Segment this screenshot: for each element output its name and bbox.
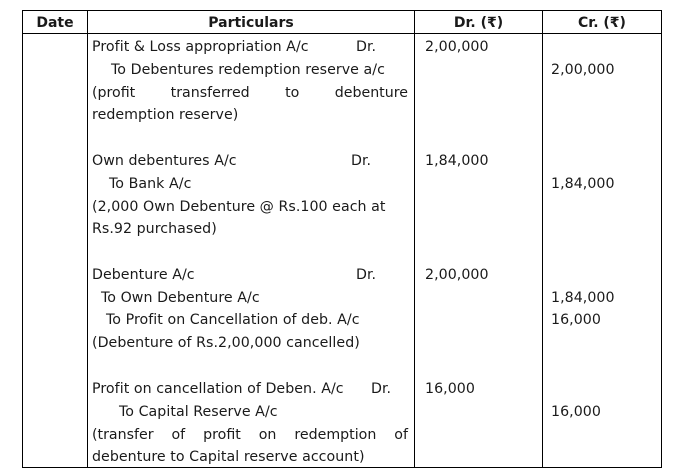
- debit-account: Debenture A/c: [92, 267, 195, 283]
- narration-word: debenture: [334, 85, 408, 101]
- narration-word: on: [258, 427, 277, 443]
- narration-word: of: [394, 427, 408, 443]
- column-divider: [414, 11, 415, 467]
- debit-account: Own debentures A/c: [92, 153, 237, 169]
- narration-line: (Debenture of Rs.2,00,000 cancelled): [92, 335, 360, 351]
- narration-line: redemption reserve): [92, 107, 239, 123]
- narration-word: redemption: [294, 427, 377, 443]
- credit-amount: 1,84,000: [551, 176, 615, 192]
- journal-entry-table: [22, 10, 662, 468]
- narration-word: (profit: [92, 85, 136, 101]
- header-date: Date: [36, 15, 74, 31]
- debit-amount: 2,00,000: [425, 39, 489, 55]
- credit-account: To Capital Reserve A/c: [119, 404, 278, 420]
- credit-amount: 16,000: [551, 404, 601, 420]
- credit-account: To Profit on Cancellation of deb. A/c: [106, 312, 360, 328]
- narration-word: of: [171, 427, 186, 443]
- narration-word: profit: [203, 427, 241, 443]
- debit-amount: 2,00,000: [425, 267, 489, 283]
- narration-word: to: [285, 85, 300, 101]
- narration-word: transferred: [170, 85, 250, 101]
- debit-amount: 16,000: [425, 381, 475, 397]
- header-divider: [23, 33, 661, 34]
- credit-account: To Debentures redemption reserve a/c: [111, 62, 385, 78]
- dr-marker: Dr.: [356, 267, 377, 283]
- header-debit: Dr. (₹): [453, 15, 504, 31]
- debit-account: Profit & Loss appropriation A/c: [92, 39, 309, 55]
- narration-word: (transfer: [92, 427, 154, 443]
- narration-line: [92, 424, 408, 446]
- credit-account: To Own Debenture A/c: [101, 290, 260, 306]
- debit-account: Profit on cancellation of Deben. A/c: [92, 381, 344, 397]
- credit-account: To Bank A/c: [109, 176, 192, 192]
- narration-line: (2,000 Own Debenture @ Rs.100 each at: [92, 199, 386, 215]
- column-divider: [542, 11, 543, 467]
- narration-line: [92, 82, 408, 104]
- debit-amount: 1,84,000: [425, 153, 489, 169]
- narration-line: Rs.92 purchased): [92, 221, 217, 237]
- column-divider: [87, 11, 88, 467]
- credit-amount: 16,000: [551, 312, 601, 328]
- dr-marker: Dr.: [351, 153, 372, 169]
- dr-marker: Dr.: [356, 39, 377, 55]
- header-particulars: Particulars: [208, 15, 294, 31]
- header-credit: Cr. (₹): [578, 15, 626, 31]
- credit-amount: 2,00,000: [551, 62, 615, 78]
- credit-amount: 1,84,000: [551, 290, 615, 306]
- dr-marker: Dr.: [371, 381, 392, 397]
- narration-line: debenture to Capital reserve account): [92, 449, 365, 465]
